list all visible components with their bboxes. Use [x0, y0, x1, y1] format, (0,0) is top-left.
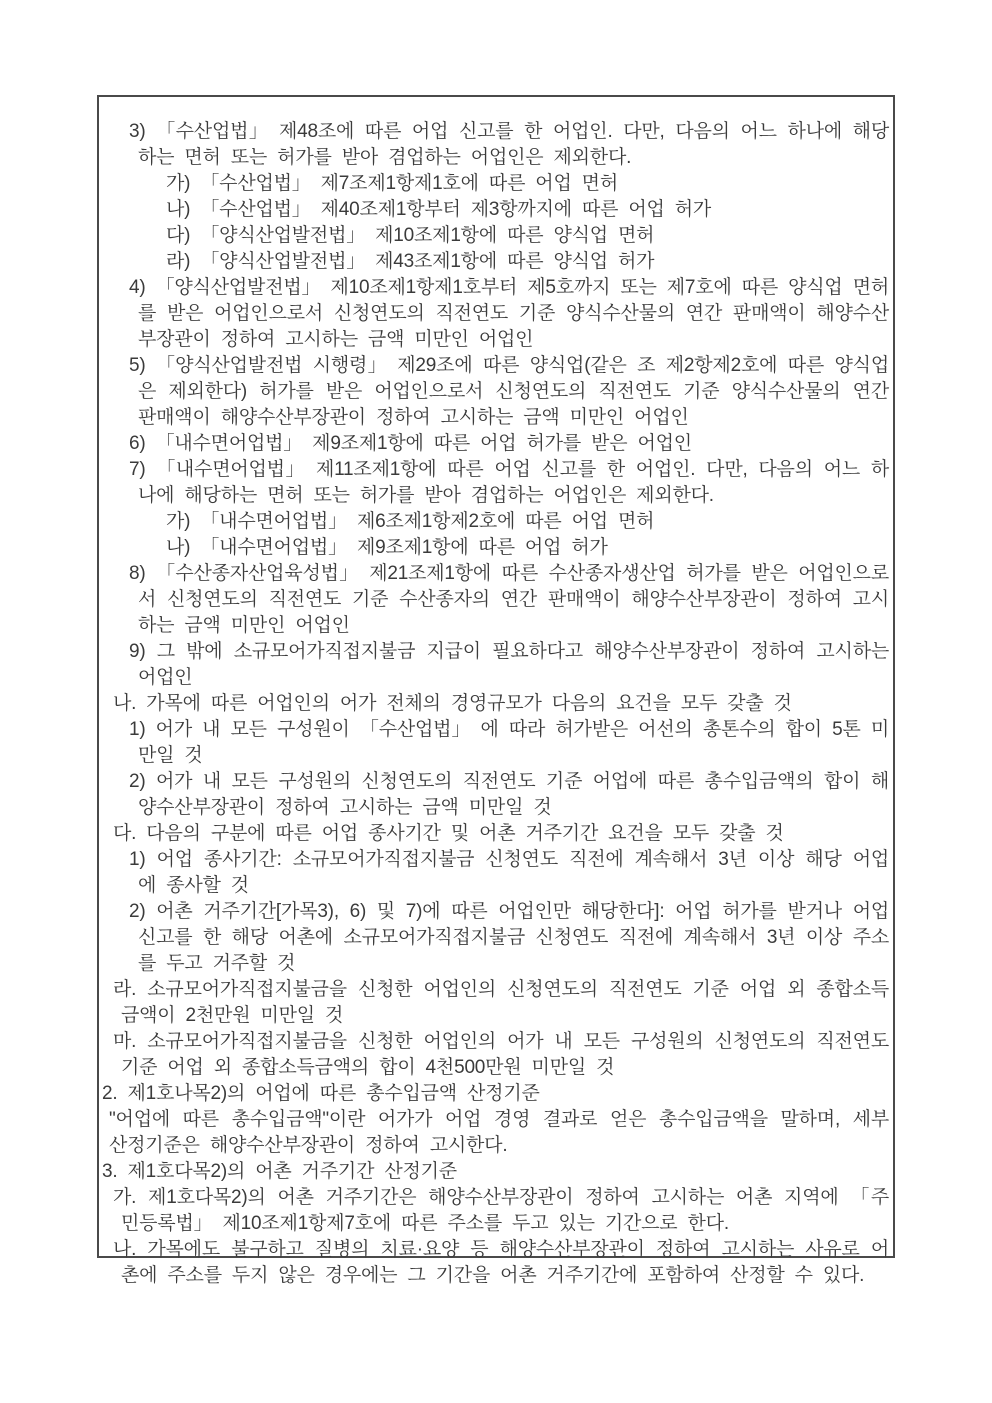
- document-paragraph: 가. 제1호다목2)의 어촌 거주기간은 해양수산부장관이 정하여 고시하는 어촌 지역에 「주민등록법」 제10조제1항제7호에 따른 주소를 두고 있는 기간으로 한다.: [113, 1187, 889, 1234]
- document-paragraph: 다. 다음의 구분에 따른 어업 종사기간 및 어촌 거주기간 요건을 모두 갖출 것: [113, 823, 784, 844]
- document-paragraph: 라. 소규모어가직접지불금을 신청한 어업인의 신청연도의 직전연도 기준 어업 외 종합소득금액이 2천만원 미만일 것: [113, 979, 889, 1026]
- document-paragraph: 다) 「양식산업발전법」 제10조제1항에 따른 양식업 면허: [166, 225, 655, 246]
- document-paragraph: 나. 가목에도 불구하고 질병의 치료·요양 등 해양수산부장관이 정하여 고시하는 사유로 어촌에 주소를 두지 않은 경우에는 그 기간을 어촌 거주기간에 포함하여 산정할 수 있다.: [113, 1239, 889, 1286]
- document-paragraph: 라) 「양식산업발전법」 제43조제1항에 따른 양식업 허가: [166, 251, 655, 272]
- document-paragraph: 마. 소규모어가직접지불금을 신청한 어업인의 어가 내 모든 구성원의 신청연도의 직전연도 기준 어업 외 종합소득금액의 합이 4천500만원 미만일 것: [113, 1031, 889, 1078]
- document-paragraph: 3. 제1호다목2)의 어촌 거주기간 산정기준: [102, 1161, 457, 1182]
- document-paragraph: 6) 「내수면어업법」 제9조제1항에 따른 어업 허가를 받은 어업인: [129, 433, 692, 454]
- document-paragraph: 2) 어가 내 모든 구성원의 신청연도의 직전연도 기준 어업에 따른 총수입금액의 합이 해양수산부장관이 정하여 고시하는 금액 미만일 것: [129, 771, 889, 818]
- document-paragraph: 가) 「내수면어업법」 제6조제1항제2호에 따른 어업 면허: [166, 511, 655, 532]
- document-paragraph: 가) 「수산업법」 제7조제1항제1호에 따른 어업 면허: [166, 173, 618, 194]
- document-border-box: [97, 95, 895, 1286]
- document-paragraph: 2) 어촌 거주기간[가목3), 6) 및 7)에 따른 어업인만 해당한다]: 어업 허가를 받거나 어업 신고를 한 해당 어촌에 소규모어가직접지불금 신청연도 직전에 계속해서 3년 이상 주소를 두고 거주할 것: [129, 901, 889, 974]
- document-paragraph: 5) 「양식산업발전법 시행령」 제29조에 따른 양식업(같은 조 제2항제2호에 따른 양식업은 제외한다) 허가를 받은 어업인으로서 신청연도의 직전연도 기준 양식수산물의 연간 판매액이 해양수산부장관이 정하여 고시하는 금액 미만인 어업인: [129, 355, 889, 428]
- document-paragraph: 나) 「수산업법」 제40조제1항부터 제3항까지에 따른 어업 허가: [166, 199, 712, 220]
- document-paragraph: "어업에 따른 총수입금액"이란 어가가 어업 경영 결과로 얻은 총수입금액을 말하며, 세부 산정기준은 해양수산부장관이 정하여 고시한다.: [109, 1109, 889, 1156]
- document-paragraph: 7) 「내수면어업법」 제11조제1항에 따른 어업 신고를 한 어업인. 다만, 다음의 어느 하나에 해당하는 면허 또는 허가를 받아 겸업하는 어업인은 제외한다.: [129, 459, 889, 506]
- document-paragraph: 3) 「수산업법」 제48조에 따른 어업 신고를 한 어업인. 다만, 다음의 어느 하나에 해당하는 면허 또는 허가를 받아 겸업하는 어업인은 제외한다.: [129, 121, 889, 168]
- document-paragraph: 9) 그 밖에 소규모어가직접지불금 지급이 필요하다고 해양수산부장관이 정하여 고시하는 어업인: [129, 641, 889, 688]
- document-paragraph: 1) 어가 내 모든 구성원이 「수산업법」 에 따라 허가받은 어선의 총톤수의 합이 5톤 미만일 것: [129, 719, 889, 766]
- document-paragraph: 8) 「수산종자산업육성법」 제21조제1항에 따른 수산종자생산업 허가를 받은 어업인으로서 신청연도의 직전연도 기준 수산종자의 연간 판매액이 해양수산부장관이 정하여 고시하는 금액 미만인 어업인: [129, 563, 889, 636]
- document-paragraph: 4) 「양식산업발전법」 제10조제1항제1호부터 제5호까지 또는 제7호에 따른 양식업 면허를 받은 어업인으로서 신청연도의 직전연도 기준 양식수산물의 연간 판매액이 해양수산부장관이 정하여 고시하는 금액 미만인 어업인: [129, 277, 889, 350]
- document-paragraph: 나. 가목에 따른 어업인의 어가 전체의 경영규모가 다음의 요건을 모두 갖출 것: [113, 693, 792, 714]
- document-paragraph: 나) 「내수면어업법」 제9조제1항에 따른 어업 허가: [166, 537, 608, 558]
- document-paragraph: 1) 어업 종사기간: 소규모어가직접지불금 신청연도 직전에 계속해서 3년 이상 해당 어업에 종사할 것: [129, 849, 889, 896]
- document-paragraph: 2. 제1호나목2)의 어업에 따른 총수입금액 산정기준: [102, 1083, 540, 1104]
- document-body: [99, 119, 889, 1286]
